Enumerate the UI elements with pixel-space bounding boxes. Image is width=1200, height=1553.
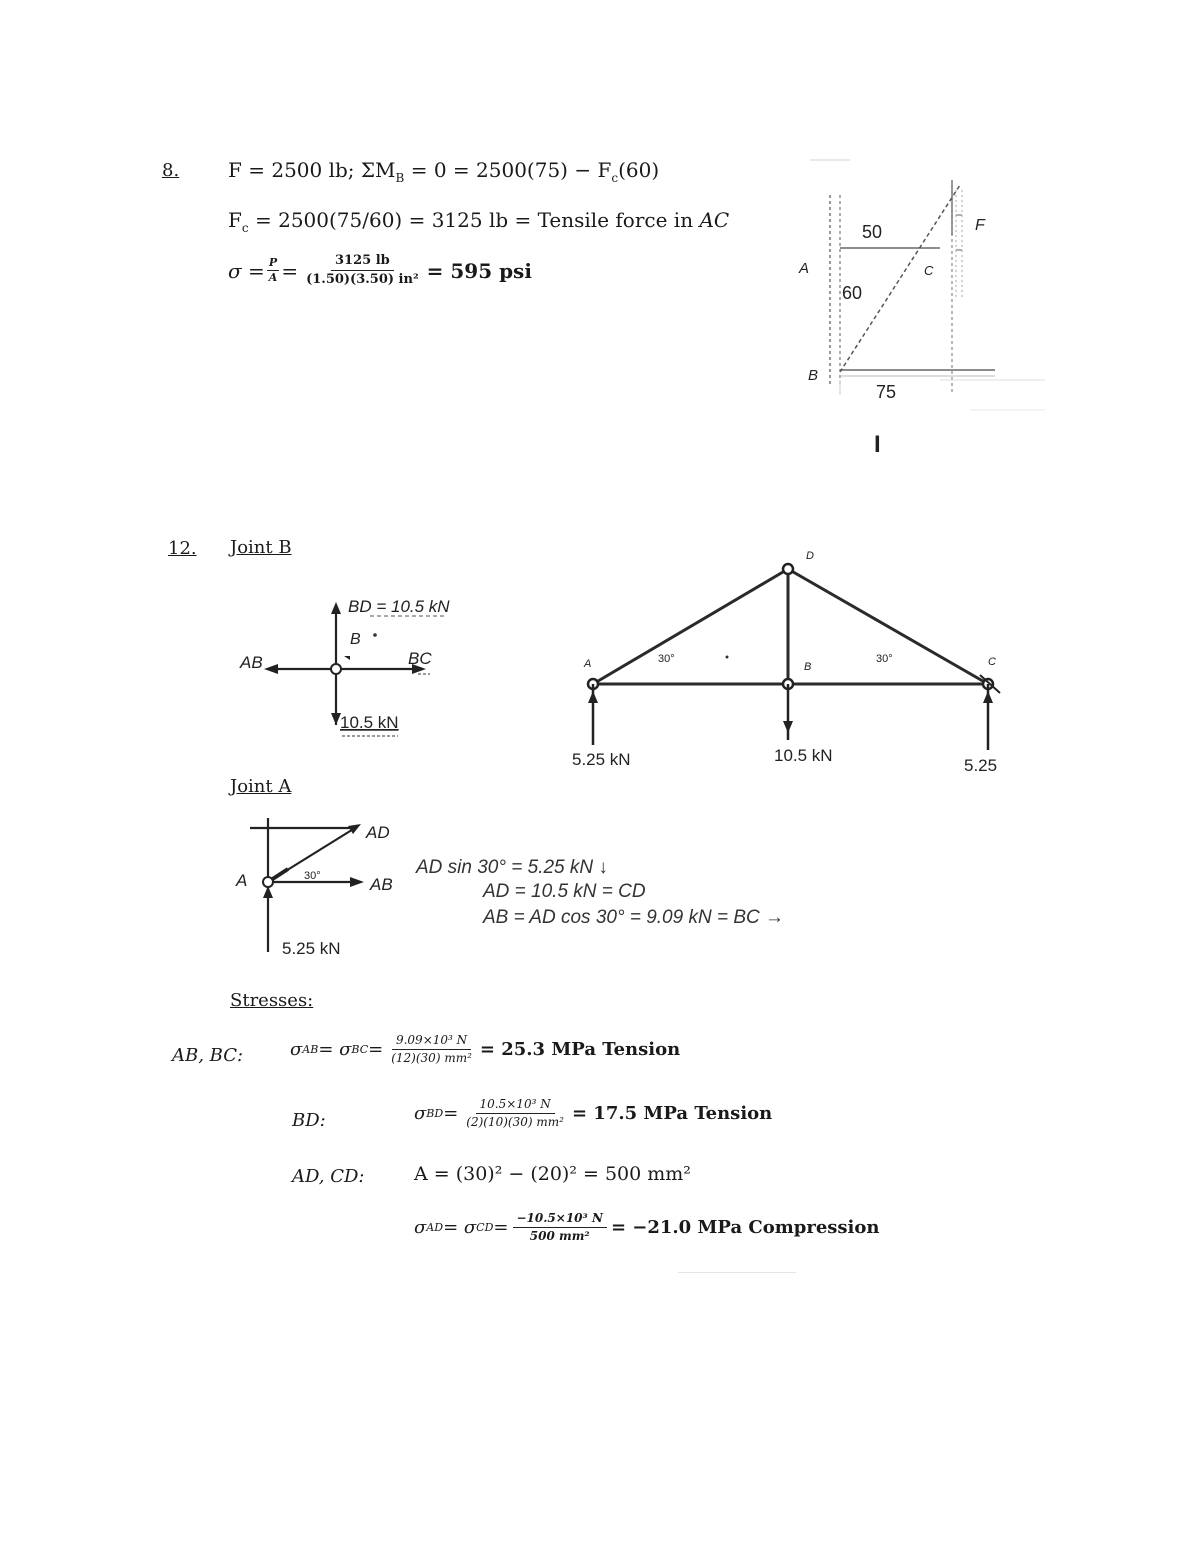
ab-bc-result: = 25.3 MPa Tension xyxy=(479,1039,681,1061)
joint-a-equation-1: AD sin 30° = 5.25 kN ↓ xyxy=(416,857,608,878)
fig8-dim-75: 75 xyxy=(876,382,897,402)
ad-cd-equals: = xyxy=(493,1217,509,1239)
fig8-caption: I xyxy=(874,431,881,458)
fig8-dim-50: 50 xyxy=(862,222,883,242)
ab-bc-label: AB, BC: xyxy=(172,1045,244,1066)
bd-sigma: σ xyxy=(414,1103,427,1125)
problem-8-line-1 xyxy=(228,158,659,185)
joint-a-angle: 30° xyxy=(304,870,321,882)
line-2-text: F xyxy=(228,208,242,232)
p-over-a-fraction xyxy=(267,257,280,284)
truss-diagram xyxy=(560,545,1020,785)
ab-bc-fraction xyxy=(387,1034,476,1065)
line-1-sub-2: c xyxy=(611,171,619,185)
stresses-title: Stresses: xyxy=(230,990,314,1011)
bd-stress-equation xyxy=(414,1098,772,1129)
stress-fraction xyxy=(302,254,423,288)
ad-cd-stress-equation xyxy=(414,1212,879,1243)
line-1-end: (60) xyxy=(618,158,660,182)
joint-a-ab-label: AB xyxy=(370,875,393,894)
bd-numerator: 10.5×10³ N xyxy=(476,1098,555,1114)
ad-cd-sub-2: CD xyxy=(476,1221,494,1235)
joint-b-diagram xyxy=(230,590,490,750)
ad-cd-mid: = σ xyxy=(443,1217,477,1239)
ab-bc-numerator: 9.09×10³ N xyxy=(392,1034,471,1050)
problem-8-line-2 xyxy=(228,208,729,235)
bd-equals: = xyxy=(443,1103,459,1125)
problem-8-number: 8. xyxy=(162,160,180,181)
bd-denominator: (2)(10)(30) mm² xyxy=(466,1115,564,1130)
line-1-sub: B xyxy=(395,171,405,185)
line-2-sub: c xyxy=(241,221,249,235)
ad-cd-sub-1: AD xyxy=(426,1221,444,1235)
joint-b-b-label: B xyxy=(350,631,361,648)
ad-cd-sigma: σ xyxy=(414,1217,427,1239)
ad-cd-result: = −21.0 MPa Compression xyxy=(610,1217,880,1239)
stress-result: = 595 psi xyxy=(426,258,532,283)
ab-bc-stress-equation xyxy=(290,1034,680,1065)
problem-8-figure xyxy=(780,150,1060,470)
truss-label-a: A xyxy=(584,658,592,670)
joint-a-equation-3: AB = AD cos 30° = 9.09 kN = BC → xyxy=(483,907,785,928)
fig8-label-a: A xyxy=(799,260,810,277)
joint-b-ab-label: AB xyxy=(240,653,263,672)
stress-denominator: (1.50)(3.50) in² xyxy=(306,272,419,288)
faint-divider xyxy=(678,1272,796,1273)
ab-bc-sub-1: AB xyxy=(302,1043,319,1057)
fig8-label-c: C xyxy=(924,263,934,278)
truss-label-d: D xyxy=(806,550,814,562)
line-1-text: F = 2500 lb; ΣM xyxy=(228,158,396,182)
ad-cd-denominator: 500 mm² xyxy=(529,1229,590,1244)
truss-load-b: 10.5 kN xyxy=(774,746,833,765)
joint-b-bc-label: BC xyxy=(408,649,432,668)
p-numerator: P xyxy=(267,257,279,271)
joint-a-ad-label: AD xyxy=(366,823,390,842)
ad-cd-numerator: −10.5×10³ N xyxy=(513,1212,607,1228)
joint-a-equation-2: AD = 10.5 kN = CD xyxy=(483,881,646,902)
sigma-symbol: σ = xyxy=(228,258,265,283)
line-2-end: AC xyxy=(699,208,730,232)
truss-label-c: C xyxy=(988,656,996,668)
ad-cd-area-equation: A = (30)² − (20)² = 500 mm² xyxy=(414,1163,691,1185)
joint-a-title: Joint A xyxy=(230,776,292,797)
line-1-rest: = 0 = 2500(75) − F xyxy=(404,158,612,182)
a-denominator: A xyxy=(268,271,278,285)
truss-reaction-a: 5.25 kN xyxy=(572,750,631,769)
ab-bc-sub-2: BC xyxy=(351,1043,369,1057)
joint-a-reaction: 5.25 kN xyxy=(282,939,341,958)
joint-b-title: Joint B xyxy=(230,537,292,558)
ab-bc-mid: = σ xyxy=(318,1039,352,1061)
bd-sub: BD xyxy=(426,1107,444,1121)
bd-result: = 17.5 MPa Tension xyxy=(571,1103,773,1125)
ad-cd-fraction xyxy=(513,1212,607,1243)
line-2-rest: = 2500(75/60) = 3125 lb = Tensile force in xyxy=(248,208,700,232)
ab-bc-sigma: σ xyxy=(290,1039,303,1061)
truss-label-b: B xyxy=(804,661,812,673)
bd-label: BD: xyxy=(292,1110,326,1131)
problem-8-stress-equation xyxy=(228,254,532,288)
joint-a-a-label: A xyxy=(236,871,248,890)
joint-b-load-label: 10.5 kN xyxy=(340,713,399,732)
joint-a-diagram xyxy=(230,812,430,962)
ab-bc-denominator: (12)(30) mm² xyxy=(391,1051,472,1066)
fig8-label-b: B xyxy=(808,367,819,384)
ad-cd-label: AD, CD: xyxy=(292,1166,365,1187)
joint-b-bd-label: BD = 10.5 kN xyxy=(348,597,450,616)
bd-fraction xyxy=(462,1098,568,1129)
fig8-dim-60: 60 xyxy=(842,283,863,303)
truss-reaction-c: 5.25 xyxy=(964,756,998,775)
truss-angle-right: 30° xyxy=(876,653,893,665)
fig8-label-f: F xyxy=(975,217,985,234)
truss-angle-left: 30° xyxy=(658,653,675,665)
equals-sign: = xyxy=(281,258,299,283)
problem-12-number: 12. xyxy=(168,538,197,559)
stress-numerator: 3125 lb xyxy=(331,254,394,271)
ab-bc-equals: = xyxy=(368,1039,384,1061)
